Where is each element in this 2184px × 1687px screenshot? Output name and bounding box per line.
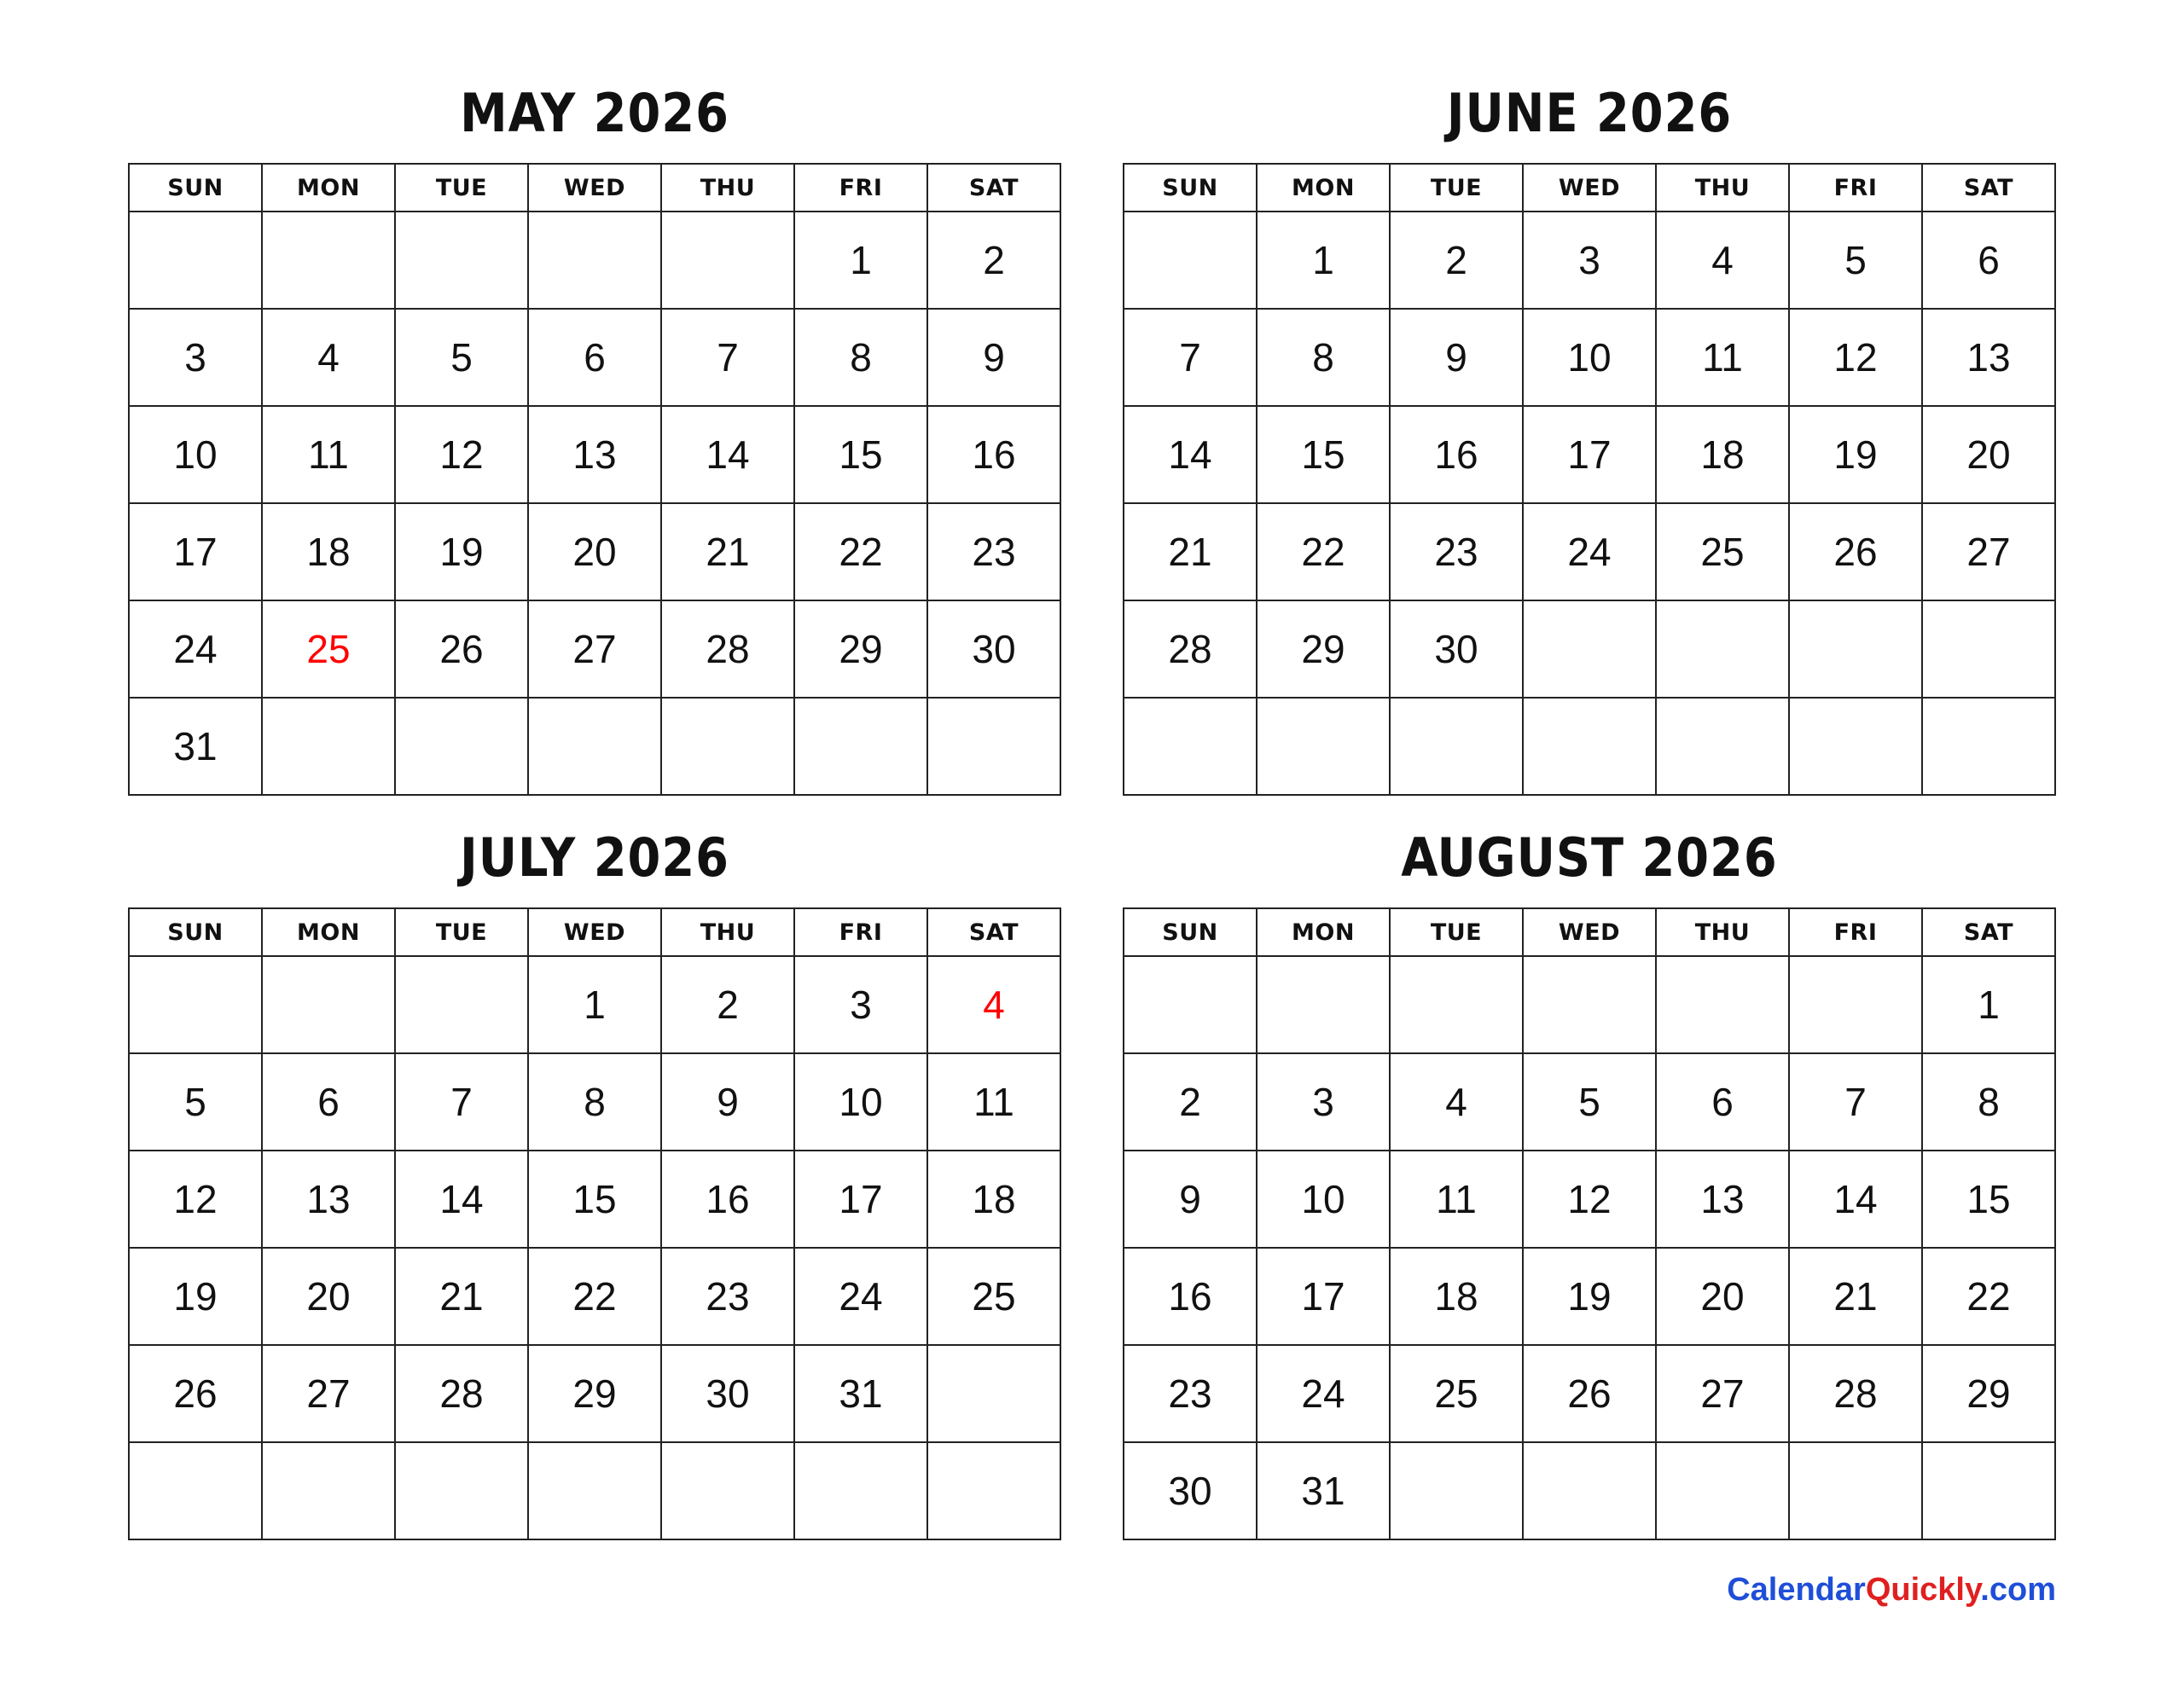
weekday-header: FRI bbox=[794, 164, 927, 212]
week-row bbox=[129, 698, 1060, 795]
day-cell-empty bbox=[1656, 1442, 1789, 1539]
week-row bbox=[129, 1442, 1060, 1539]
day-cell[interactable]: 21 bbox=[1124, 503, 1257, 600]
day-cell[interactable]: 8 bbox=[528, 1053, 661, 1151]
day-cell[interactable]: 3 bbox=[129, 309, 262, 406]
weekday-header: FRI bbox=[794, 908, 927, 956]
day-cell[interactable]: 14 bbox=[1789, 1151, 1922, 1248]
month-title: JUNE 2026 bbox=[1446, 82, 1733, 144]
day-cell[interactable]: 17 bbox=[794, 1151, 927, 1248]
day-cell[interactable]: 27 bbox=[1656, 1345, 1789, 1442]
day-cell[interactable]: 16 bbox=[661, 1151, 794, 1248]
day-cell[interactable]: 8 bbox=[1257, 309, 1390, 406]
weekday-header: WED bbox=[1523, 908, 1656, 956]
day-cell-empty bbox=[262, 956, 395, 1053]
day-cell[interactable]: 14 bbox=[1124, 406, 1257, 503]
day-cell[interactable]: 5 bbox=[1789, 212, 1922, 309]
day-cell[interactable]: 5 bbox=[395, 309, 528, 406]
month-title: MAY 2026 bbox=[460, 82, 729, 144]
day-cell[interactable]: 31 bbox=[1257, 1442, 1390, 1539]
day-cell[interactable]: 22 bbox=[794, 503, 927, 600]
day-cell[interactable]: 2 bbox=[1124, 1053, 1257, 1151]
weekday-header: WED bbox=[1523, 164, 1656, 212]
month-table bbox=[128, 907, 1061, 1540]
weekday-header: WED bbox=[528, 908, 661, 956]
day-cell-empty bbox=[262, 1442, 395, 1539]
day-cell[interactable]: 15 bbox=[1257, 406, 1390, 503]
day-cell-empty bbox=[661, 212, 794, 309]
weekday-header: SAT bbox=[927, 164, 1060, 212]
week-row bbox=[1124, 406, 2055, 503]
week-row bbox=[1124, 1151, 2055, 1248]
day-cell-empty bbox=[262, 212, 395, 309]
day-cell-empty bbox=[1922, 698, 2055, 795]
day-cell[interactable]: 31 bbox=[794, 1345, 927, 1442]
day-cell-empty bbox=[528, 212, 661, 309]
day-cell-empty bbox=[661, 698, 794, 795]
day-cell[interactable]: 10 bbox=[794, 1053, 927, 1151]
day-cell[interactable]: 25 bbox=[927, 1248, 1060, 1345]
day-cell[interactable]: 28 bbox=[1789, 1345, 1922, 1442]
day-cell[interactable]: 1 bbox=[528, 956, 661, 1053]
day-cell[interactable]: 12 bbox=[395, 406, 528, 503]
day-cell[interactable]: 12 bbox=[1789, 309, 1922, 406]
week-row bbox=[1124, 1053, 2055, 1151]
week-row bbox=[1124, 1248, 2055, 1345]
weekday-header: TUE bbox=[1390, 908, 1523, 956]
day-cell-empty bbox=[1523, 698, 1656, 795]
day-cell-empty bbox=[395, 956, 528, 1053]
day-cell[interactable]: 2 bbox=[1390, 212, 1523, 309]
day-cell[interactable]: 21 bbox=[1789, 1248, 1922, 1345]
day-cell-empty bbox=[129, 1442, 262, 1539]
day-cell-empty bbox=[1789, 1442, 1922, 1539]
week-row bbox=[129, 1345, 1060, 1442]
day-cell[interactable]: 7 bbox=[1124, 309, 1257, 406]
week-row bbox=[1124, 1442, 2055, 1539]
day-cell[interactable]: 27 bbox=[1922, 503, 2055, 600]
day-cell[interactable]: 8 bbox=[794, 309, 927, 406]
day-cell-empty bbox=[1257, 956, 1390, 1053]
weekday-header: SAT bbox=[927, 908, 1060, 956]
day-cell[interactable]: 29 bbox=[528, 1345, 661, 1442]
weekday-header: SUN bbox=[129, 164, 262, 212]
day-cell-empty bbox=[1922, 1442, 2055, 1539]
day-cell[interactable]: 3 bbox=[794, 956, 927, 1053]
calendar-grid bbox=[128, 82, 2056, 1540]
month-table bbox=[1123, 163, 2056, 796]
day-cell[interactable]: 13 bbox=[1656, 1151, 1789, 1248]
day-cell-empty bbox=[129, 956, 262, 1053]
weekday-header: SUN bbox=[129, 908, 262, 956]
week-row bbox=[1124, 503, 2055, 600]
day-cell-empty bbox=[1390, 956, 1523, 1053]
day-cell[interactable]: 28 bbox=[1124, 600, 1257, 698]
week-row bbox=[1124, 309, 2055, 406]
day-cell-empty bbox=[794, 698, 927, 795]
day-cell-holiday[interactable]: 25 bbox=[262, 600, 395, 698]
day-cell[interactable]: 16 bbox=[927, 406, 1060, 503]
day-cell[interactable]: 11 bbox=[1656, 309, 1789, 406]
day-cell[interactable]: 4 bbox=[1656, 212, 1789, 309]
day-cell[interactable]: 15 bbox=[1922, 1151, 2055, 1248]
month-block bbox=[128, 82, 1061, 796]
day-cell[interactable]: 5 bbox=[1523, 1053, 1656, 1151]
day-cell[interactable]: 30 bbox=[661, 1345, 794, 1442]
weekday-header: SAT bbox=[1922, 908, 2055, 956]
day-cell[interactable]: 15 bbox=[528, 1151, 661, 1248]
week-row bbox=[1124, 600, 2055, 698]
site-branding[interactable] bbox=[1727, 1572, 2056, 1609]
day-cell[interactable]: 23 bbox=[661, 1248, 794, 1345]
month-table bbox=[128, 163, 1061, 796]
day-cell[interactable]: 28 bbox=[395, 1345, 528, 1442]
day-cell[interactable]: 29 bbox=[794, 600, 927, 698]
day-cell-empty bbox=[1523, 600, 1656, 698]
month-block bbox=[1123, 82, 2056, 796]
day-cell[interactable]: 23 bbox=[1124, 1345, 1257, 1442]
day-cell[interactable]: 3 bbox=[1257, 1053, 1390, 1151]
day-cell[interactable]: 24 bbox=[1523, 503, 1656, 600]
day-cell[interactable]: 22 bbox=[1922, 1248, 2055, 1345]
weekday-header: THU bbox=[661, 164, 794, 212]
weekday-header: MON bbox=[1257, 164, 1390, 212]
day-cell[interactable]: 2 bbox=[927, 212, 1060, 309]
day-cell-empty bbox=[1789, 698, 1922, 795]
week-row bbox=[129, 309, 1060, 406]
month-block bbox=[1123, 826, 2056, 1540]
day-cell[interactable]: 4 bbox=[1390, 1053, 1523, 1151]
week-row bbox=[1124, 956, 2055, 1053]
weekday-header-row bbox=[1124, 908, 2055, 956]
day-cell[interactable]: 11 bbox=[262, 406, 395, 503]
day-cell[interactable]: 10 bbox=[1523, 309, 1656, 406]
day-cell[interactable]: 9 bbox=[927, 309, 1060, 406]
day-cell[interactable]: 14 bbox=[395, 1151, 528, 1248]
day-cell-empty bbox=[1656, 698, 1789, 795]
day-cell-empty bbox=[1124, 956, 1257, 1053]
day-cell[interactable]: 9 bbox=[1124, 1151, 1257, 1248]
week-row bbox=[1124, 1345, 2055, 1442]
weekday-header: MON bbox=[262, 908, 395, 956]
day-cell-empty bbox=[661, 1442, 794, 1539]
day-cell[interactable]: 11 bbox=[927, 1053, 1060, 1151]
day-cell[interactable]: 9 bbox=[661, 1053, 794, 1151]
weekday-header: THU bbox=[1656, 164, 1789, 212]
day-cell[interactable]: 20 bbox=[1922, 406, 2055, 503]
weekday-header: TUE bbox=[395, 908, 528, 956]
day-cell-empty bbox=[262, 698, 395, 795]
day-cell-empty bbox=[395, 212, 528, 309]
day-cell[interactable]: 15 bbox=[794, 406, 927, 503]
day-cell-empty bbox=[1523, 956, 1656, 1053]
week-row bbox=[129, 406, 1060, 503]
day-cell-empty bbox=[927, 1345, 1060, 1442]
day-cell[interactable]: 18 bbox=[1656, 406, 1789, 503]
day-cell[interactable]: 20 bbox=[262, 1248, 395, 1345]
day-cell-empty bbox=[1523, 1442, 1656, 1539]
branding-part-calendar: Calendar bbox=[1727, 1572, 1866, 1608]
day-cell[interactable]: 30 bbox=[1124, 1442, 1257, 1539]
day-cell[interactable]: 24 bbox=[129, 600, 262, 698]
day-cell[interactable]: 6 bbox=[1922, 212, 2055, 309]
day-cell[interactable]: 29 bbox=[1922, 1345, 2055, 1442]
day-cell[interactable]: 30 bbox=[1390, 600, 1523, 698]
day-cell[interactable]: 12 bbox=[1523, 1151, 1656, 1248]
day-cell[interactable]: 1 bbox=[1922, 956, 2055, 1053]
month-title: AUGUST 2026 bbox=[1401, 826, 1778, 889]
day-cell[interactable]: 18 bbox=[262, 503, 395, 600]
day-cell[interactable]: 6 bbox=[528, 309, 661, 406]
day-cell[interactable]: 17 bbox=[1523, 406, 1656, 503]
week-row bbox=[129, 212, 1060, 309]
weekday-header: WED bbox=[528, 164, 661, 212]
day-cell[interactable]: 20 bbox=[1656, 1248, 1789, 1345]
day-cell-empty bbox=[1789, 956, 1922, 1053]
weekday-header-row bbox=[129, 164, 1060, 212]
day-cell[interactable]: 16 bbox=[1124, 1248, 1257, 1345]
weekday-header-row bbox=[129, 908, 1060, 956]
week-row bbox=[129, 1053, 1060, 1151]
week-row bbox=[1124, 212, 2055, 309]
weekday-header: SUN bbox=[1124, 164, 1257, 212]
day-cell[interactable]: 11 bbox=[1390, 1151, 1523, 1248]
weekday-header: MON bbox=[262, 164, 395, 212]
day-cell[interactable]: 19 bbox=[129, 1248, 262, 1345]
day-cell[interactable]: 7 bbox=[395, 1053, 528, 1151]
day-cell[interactable]: 16 bbox=[1390, 406, 1523, 503]
day-cell[interactable]: 10 bbox=[1257, 1151, 1390, 1248]
day-cell-empty bbox=[395, 1442, 528, 1539]
day-cell[interactable]: 25 bbox=[1390, 1345, 1523, 1442]
day-cell[interactable]: 7 bbox=[1789, 1053, 1922, 1151]
day-cell[interactable]: 6 bbox=[1656, 1053, 1789, 1151]
day-cell[interactable]: 7 bbox=[661, 309, 794, 406]
weekday-header: THU bbox=[661, 908, 794, 956]
day-cell-empty bbox=[927, 698, 1060, 795]
week-row bbox=[129, 1248, 1060, 1345]
weekday-header: MON bbox=[1257, 908, 1390, 956]
day-cell[interactable]: 30 bbox=[927, 600, 1060, 698]
weekday-header: TUE bbox=[1390, 164, 1523, 212]
day-cell[interactable]: 29 bbox=[1257, 600, 1390, 698]
day-cell[interactable]: 23 bbox=[927, 503, 1060, 600]
day-cell[interactable]: 2 bbox=[661, 956, 794, 1053]
day-cell[interactable]: 14 bbox=[661, 406, 794, 503]
day-cell[interactable]: 27 bbox=[262, 1345, 395, 1442]
day-cell[interactable]: 23 bbox=[1390, 503, 1523, 600]
day-cell[interactable]: 26 bbox=[395, 600, 528, 698]
day-cell-empty bbox=[794, 1442, 927, 1539]
day-cell-empty bbox=[129, 212, 262, 309]
week-row bbox=[129, 503, 1060, 600]
week-row bbox=[129, 600, 1060, 698]
week-row bbox=[1124, 698, 2055, 795]
month-table bbox=[1123, 907, 2056, 1540]
day-cell[interactable]: 27 bbox=[528, 600, 661, 698]
day-cell[interactable]: 19 bbox=[395, 503, 528, 600]
day-cell[interactable]: 3 bbox=[1523, 212, 1656, 309]
day-cell[interactable]: 26 bbox=[129, 1345, 262, 1442]
day-cell-empty bbox=[528, 1442, 661, 1539]
weekday-header: FRI bbox=[1789, 164, 1922, 212]
weekday-header-row bbox=[1124, 164, 2055, 212]
day-cell[interactable]: 5 bbox=[129, 1053, 262, 1151]
day-cell-empty bbox=[395, 698, 528, 795]
day-cell[interactable]: 21 bbox=[395, 1248, 528, 1345]
week-row bbox=[129, 1151, 1060, 1248]
day-cell[interactable]: 4 bbox=[262, 309, 395, 406]
month-title: JULY 2026 bbox=[460, 826, 729, 889]
day-cell-empty bbox=[927, 1442, 1060, 1539]
day-cell[interactable]: 24 bbox=[794, 1248, 927, 1345]
day-cell-empty bbox=[1390, 1442, 1523, 1539]
day-cell[interactable]: 13 bbox=[1922, 309, 2055, 406]
day-cell[interactable]: 24 bbox=[1257, 1345, 1390, 1442]
weekday-header: FRI bbox=[1789, 908, 1922, 956]
day-cell[interactable]: 21 bbox=[661, 503, 794, 600]
day-cell[interactable]: 12 bbox=[129, 1151, 262, 1248]
day-cell-empty bbox=[1789, 600, 1922, 698]
day-cell[interactable]: 17 bbox=[129, 503, 262, 600]
weekday-header: THU bbox=[1656, 908, 1789, 956]
day-cell[interactable]: 6 bbox=[262, 1053, 395, 1151]
day-cell[interactable]: 26 bbox=[1789, 503, 1922, 600]
day-cell[interactable]: 31 bbox=[129, 698, 262, 795]
day-cell[interactable]: 25 bbox=[1656, 503, 1789, 600]
weekday-header: SAT bbox=[1922, 164, 2055, 212]
day-cell-empty bbox=[1257, 698, 1390, 795]
day-cell[interactable]: 13 bbox=[262, 1151, 395, 1248]
day-cell[interactable]: 22 bbox=[528, 1248, 661, 1345]
day-cell[interactable]: 22 bbox=[1257, 503, 1390, 600]
day-cell[interactable]: 8 bbox=[1922, 1053, 2055, 1151]
day-cell[interactable]: 20 bbox=[528, 503, 661, 600]
day-cell-holiday[interactable]: 4 bbox=[927, 956, 1060, 1053]
day-cell[interactable]: 28 bbox=[661, 600, 794, 698]
day-cell-empty bbox=[1390, 698, 1523, 795]
day-cell[interactable]: 9 bbox=[1390, 309, 1523, 406]
branding-part-domain: .com bbox=[1980, 1572, 2056, 1608]
day-cell[interactable]: 19 bbox=[1523, 1248, 1656, 1345]
day-cell[interactable]: 26 bbox=[1523, 1345, 1656, 1442]
week-row bbox=[129, 956, 1060, 1053]
day-cell[interactable]: 18 bbox=[927, 1151, 1060, 1248]
day-cell[interactable]: 18 bbox=[1390, 1248, 1523, 1345]
day-cell[interactable]: 10 bbox=[129, 406, 262, 503]
day-cell[interactable]: 17 bbox=[1257, 1248, 1390, 1345]
day-cell-empty bbox=[1922, 600, 2055, 698]
day-cell[interactable]: 1 bbox=[1257, 212, 1390, 309]
day-cell-empty bbox=[1124, 698, 1257, 795]
day-cell-empty bbox=[1656, 956, 1789, 1053]
day-cell-empty bbox=[528, 698, 661, 795]
day-cell[interactable]: 19 bbox=[1789, 406, 1922, 503]
day-cell[interactable]: 1 bbox=[794, 212, 927, 309]
day-cell[interactable]: 13 bbox=[528, 406, 661, 503]
branding-part-quickly: Quickly bbox=[1865, 1572, 1981, 1608]
day-cell-empty bbox=[1124, 212, 1257, 309]
weekday-header: SUN bbox=[1124, 908, 1257, 956]
day-cell-empty bbox=[1656, 600, 1789, 698]
month-block bbox=[128, 826, 1061, 1540]
weekday-header: TUE bbox=[395, 164, 528, 212]
